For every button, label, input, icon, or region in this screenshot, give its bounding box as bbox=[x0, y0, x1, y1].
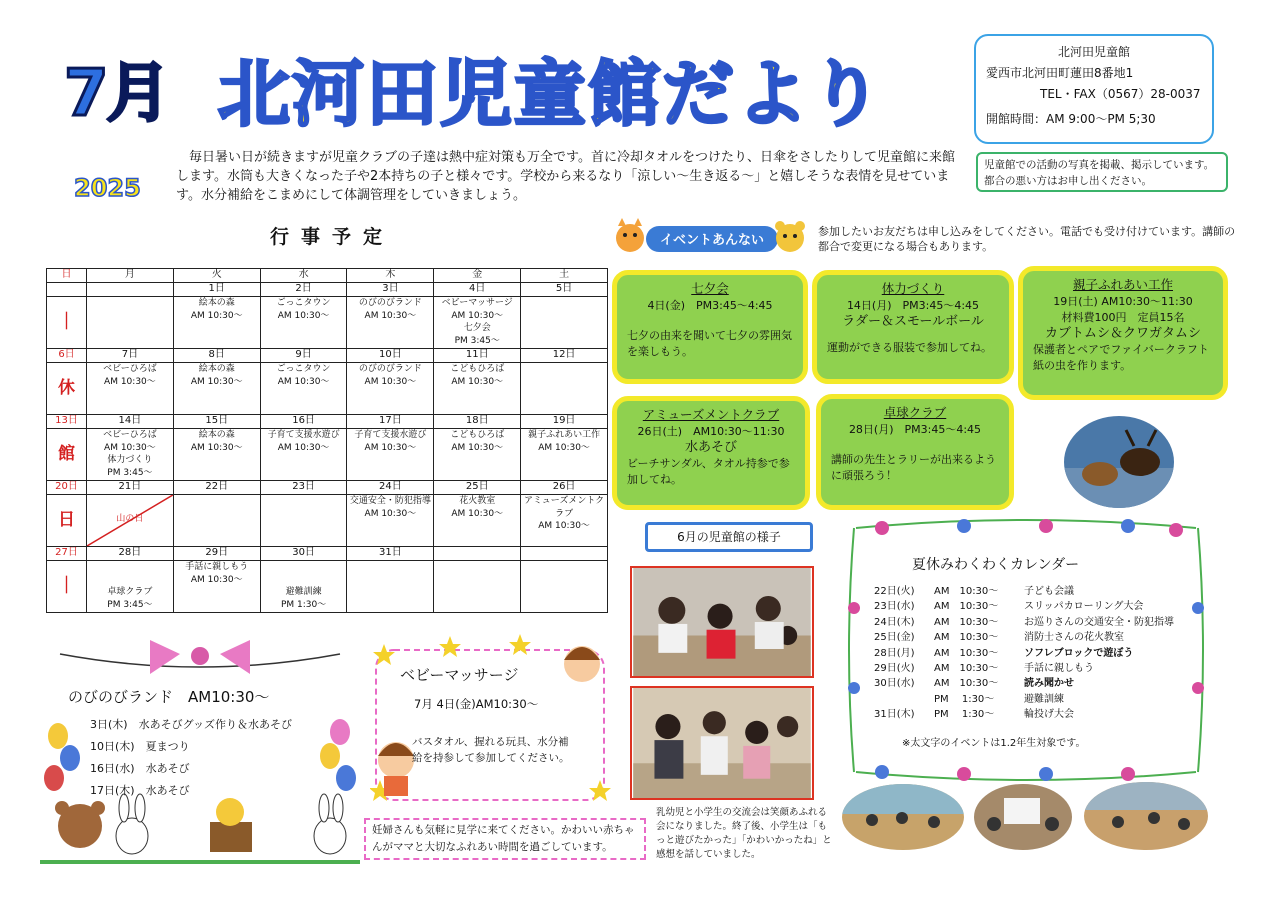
facility-address: 愛西市北河田町蓮田8番地1 bbox=[986, 66, 1134, 80]
facility-info-box bbox=[974, 34, 1214, 144]
summer-event-time: AM 10:30～ bbox=[934, 663, 999, 675]
event-card-amusement bbox=[612, 396, 810, 510]
event-card-body: ビーチサンダル、タオル持参で参加してね。 bbox=[627, 457, 790, 486]
calendar-date: 24日 bbox=[347, 481, 434, 495]
calendar-date: 27日 bbox=[47, 547, 87, 561]
summer-calendar-title: 夏休みわくわくカレンダー bbox=[912, 557, 1080, 573]
summer-event-name: 避難訓練 bbox=[1024, 693, 1064, 705]
event-card-tanabata bbox=[612, 270, 808, 384]
baby-massage-text: バスタオル、握れる玩具、水分補給を持参して参加してください。 bbox=[412, 736, 570, 764]
summer-event-date bbox=[874, 692, 934, 707]
calendar-date: 13日 bbox=[47, 415, 87, 429]
summer-event-row bbox=[874, 584, 1174, 599]
june-photo-1 bbox=[630, 566, 814, 678]
summer-event-time: AM 10:30～ bbox=[934, 632, 999, 644]
summer-event-name: お巡りさんの交通安全・防犯指導 bbox=[1024, 616, 1174, 628]
month-heading: 7月 bbox=[64, 57, 169, 131]
calendar-date: 14日 bbox=[87, 415, 174, 429]
newsletter-title: 北河田児童館だより bbox=[218, 52, 885, 136]
event-card-sub2: カブトムシ＆クワガタムシ bbox=[1044, 326, 1201, 341]
calendar-cell bbox=[521, 363, 608, 415]
calendar-cell: 子育て支援水遊び AM 10:30～ bbox=[347, 429, 434, 481]
calendar-cell: ベビーマッサージ AM 10:30～ 七夕会 PM 3:45～ bbox=[434, 297, 521, 349]
facility-tel: TEL・FAX（0567）28-0037 bbox=[1040, 87, 1201, 101]
calendar-date: 10日 bbox=[347, 349, 434, 363]
calendar-cell bbox=[87, 495, 174, 547]
beetle-icon bbox=[1082, 462, 1118, 486]
calendar-date: 21日 bbox=[87, 481, 174, 495]
calendar-date: 9日 bbox=[260, 349, 347, 363]
event-banner bbox=[610, 216, 810, 260]
event-card-title: 親子ふれあい工作 bbox=[1072, 277, 1173, 292]
summer-event-time: AM 10:30～ bbox=[934, 647, 999, 659]
calendar-date: 16日 bbox=[260, 415, 347, 429]
calendar-date: 3日 bbox=[347, 283, 434, 297]
ribbon-icon bbox=[150, 640, 250, 674]
nobi-item: 10日(木) 夏まつり bbox=[90, 740, 190, 753]
calendar-cell: ごっこタウン AM 10:30～ bbox=[260, 363, 347, 415]
calendar-cell: 避難訓練 PM 1:30～ bbox=[260, 561, 347, 613]
calendar-date: 26日 bbox=[521, 481, 608, 495]
header-fri: 金 bbox=[434, 269, 521, 283]
summer-photo-1 bbox=[842, 784, 964, 850]
summer-event-name: 輪投げ大会 bbox=[1024, 709, 1074, 721]
calendar-date: 20日 bbox=[47, 481, 87, 495]
calendar-date-row bbox=[47, 283, 608, 297]
nobi-item: 3日(木) 水あそびグッズ作り＆水あそび bbox=[90, 718, 293, 731]
event-card-sub: 材料費100円 定員15名 bbox=[1061, 311, 1185, 324]
june-photo-2 bbox=[630, 686, 814, 800]
summer-event-date: 28日(月) bbox=[874, 647, 915, 659]
event-card-sub: 水あそび bbox=[684, 440, 737, 455]
calendar-date: 17日 bbox=[347, 415, 434, 429]
calendar-date bbox=[521, 547, 608, 561]
calendar-cell: 絵本の森 AM 10:30～ bbox=[173, 363, 260, 415]
child-icon bbox=[564, 646, 600, 682]
summer-event-name: 読み聞かせ bbox=[1024, 678, 1074, 690]
event-card-body: 七夕の由来を聞いて七夕の雰囲気を楽しもう。 bbox=[627, 329, 792, 358]
event-card-body: 保護者とペアでファイバークラフト紙の虫を作ります。 bbox=[1033, 343, 1209, 372]
photo-note-box: 児童館での活動の写真を掲載、掲示しています。都合の悪い方はお申し出ください。 bbox=[976, 152, 1228, 192]
calendar-cell bbox=[173, 495, 260, 547]
calendar-date: 1日 bbox=[173, 283, 260, 297]
calendar-cell: 手話に親しもう AM 10:30～ bbox=[173, 561, 260, 613]
closed-day-marker: ｜ bbox=[47, 297, 87, 349]
facility-name: 北河田児童館 bbox=[1057, 45, 1130, 59]
calendar-cell: こどもひろば AM 10:30～ bbox=[434, 429, 521, 481]
calendar-cell bbox=[347, 561, 434, 613]
nobi-land-title: のびのびランド AM10:30～ bbox=[68, 688, 270, 706]
calendar-date: 15日 bbox=[173, 415, 260, 429]
calendar-cell: 卓球クラブ PM 3:45～ bbox=[87, 561, 174, 613]
event-card-body: 運動ができる服装で参加してね。 bbox=[827, 341, 992, 354]
calendar-event-row bbox=[47, 363, 608, 415]
calendar-date: 30日 bbox=[260, 547, 347, 561]
calendar-cell: 花火教室 AM 10:30～ bbox=[434, 495, 521, 547]
event-card-date: 26日(土) AM10:30～11:30 bbox=[637, 425, 785, 438]
calendar-cell: ごっこタウン AM 10:30～ bbox=[260, 297, 347, 349]
calendar-date bbox=[47, 283, 87, 297]
header-sun: 日 bbox=[47, 269, 87, 283]
calendar-date: 23日 bbox=[260, 481, 347, 495]
calendar-cell: 絵本の森 AM 10:30～ bbox=[173, 297, 260, 349]
summer-calendar-list bbox=[874, 584, 1174, 723]
summer-event-time: AM 10:30～ bbox=[934, 616, 999, 628]
holiday-label: 山の日 bbox=[116, 514, 144, 524]
rabbit-trumpet-icon bbox=[314, 794, 346, 854]
event-card-title: 七夕会 bbox=[691, 281, 729, 296]
summer-event-row bbox=[874, 676, 1174, 691]
calendar-date: 4日 bbox=[434, 283, 521, 297]
summer-event-name: ソフレブロックで遊ぼう bbox=[1024, 647, 1134, 659]
summer-event-row bbox=[874, 646, 1174, 661]
schedule-title: 行事予定 bbox=[270, 226, 395, 248]
event-card-takkyu bbox=[816, 394, 1014, 510]
event-card-title: アミューズメントクラブ bbox=[642, 407, 780, 422]
calendar-date: 12日 bbox=[521, 349, 608, 363]
summer-event-time: PM 1:30～ bbox=[934, 709, 995, 721]
event-card-title: 体力づくり bbox=[881, 281, 945, 296]
summer-event-date: 25日(金) bbox=[874, 632, 915, 644]
summer-event-row bbox=[874, 599, 1174, 614]
event-card-date: 14日(月) PM3:45～4:45 bbox=[846, 299, 980, 312]
calendar-cell: のびのびランド AM 10:30～ bbox=[347, 297, 434, 349]
calendar-date-row bbox=[47, 481, 608, 495]
calendar-cell: 親子ふれあい工作 AM 10:30～ bbox=[521, 429, 608, 481]
calendar-event-row bbox=[47, 297, 608, 349]
calendar-date-row bbox=[47, 415, 608, 429]
girl-icon bbox=[378, 742, 414, 796]
closed-day-marker: 日 bbox=[47, 495, 87, 547]
summer-event-date: 31日(木) bbox=[874, 709, 915, 721]
event-card-sub: ラダー＆スモールボール bbox=[842, 314, 984, 329]
event-card-date: 19日(土) AM10:30～11:30 bbox=[1053, 295, 1193, 308]
calendar-event-row bbox=[47, 561, 608, 613]
bear-icon bbox=[55, 801, 105, 848]
summer-event-name: 手話に親しもう bbox=[1024, 663, 1094, 675]
calendar-body bbox=[47, 283, 608, 613]
event-card-date: 28日(月) PM3:45～4:45 bbox=[848, 423, 982, 436]
header-tue: 火 bbox=[173, 269, 260, 283]
closed-day-marker: ｜ bbox=[47, 561, 87, 613]
facility-hours: 開館時間：AM 9:00～PM 5;30 bbox=[986, 112, 1156, 126]
event-card-body: 講師の先生とラリーが出来るように頑張ろう！ bbox=[831, 453, 996, 482]
summer-photo-2 bbox=[974, 784, 1072, 850]
calendar-date bbox=[87, 283, 174, 297]
calendar-date: 25日 bbox=[434, 481, 521, 495]
calendar-date: 28日 bbox=[87, 547, 174, 561]
event-card-title: 卓球クラブ bbox=[883, 405, 947, 420]
summer-event-row bbox=[874, 692, 1174, 707]
calendar-cell: のびのびランド AM 10:30～ bbox=[347, 363, 434, 415]
calendar-event-row bbox=[47, 495, 608, 547]
beetle-photo bbox=[1064, 416, 1174, 508]
calendar-date: 11日 bbox=[434, 349, 521, 363]
calendar-cell: 子育て支援水遊び AM 10:30～ bbox=[260, 429, 347, 481]
summer-photo-3 bbox=[1084, 782, 1208, 850]
header-wed: 水 bbox=[260, 269, 347, 283]
summer-event-row bbox=[874, 661, 1174, 676]
summer-event-row bbox=[874, 615, 1174, 630]
summer-event-name: 子ども会議 bbox=[1024, 586, 1074, 597]
calendar-cell: ベビーひろば AM 10:30～ bbox=[87, 363, 174, 415]
summer-event-row bbox=[874, 630, 1174, 645]
event-banner-text: イベントあんない bbox=[659, 233, 765, 248]
stag-beetle-icon bbox=[1120, 448, 1160, 476]
summer-event-date: 23日(水) bbox=[874, 601, 915, 613]
summer-event-row bbox=[874, 707, 1174, 722]
calendar-date: 6日 bbox=[47, 349, 87, 363]
baby-massage-title: ベビーマッサージ bbox=[400, 666, 519, 684]
rabbit-icon bbox=[116, 794, 148, 854]
baby-massage-note: 妊婦さんも気軽に見学に来てください。かわいい赤ちゃんがママと大切なふれあい時間を過ごしています。 bbox=[364, 818, 646, 860]
calendar-cell: ベビーひろば AM 10:30～ 体力づくり PM 3:45～ bbox=[87, 429, 174, 481]
june-photos-label: 6月の児童館の様子 bbox=[645, 522, 813, 552]
event-card-date: 4日(金) PM3:45～4:45 bbox=[647, 299, 773, 312]
summer-event-time: PM 1:30～ bbox=[934, 693, 995, 705]
baby-massage-date: 7月 4日(金)AM10:30～ bbox=[414, 697, 539, 711]
summer-event-name: 消防士さんの花火教室 bbox=[1024, 632, 1124, 644]
summer-event-date: 22日(火) bbox=[874, 586, 915, 597]
calendar-cell bbox=[87, 297, 174, 349]
nobi-land-list bbox=[90, 714, 292, 802]
calendar-cell: 交通安全・防犯指導 AM 10:30～ bbox=[347, 495, 434, 547]
calendar-cell bbox=[521, 561, 608, 613]
calendar-cell: 絵本の森 AM 10:30～ bbox=[173, 429, 260, 481]
calendar-date: 18日 bbox=[434, 415, 521, 429]
calendar-date-row bbox=[47, 547, 608, 561]
cat-icon bbox=[616, 224, 644, 252]
summer-event-name: スリッパカローリング大会 bbox=[1024, 601, 1144, 613]
event-card-oyako bbox=[1018, 266, 1228, 400]
summer-note: ※太文字のイベントは1.2年生対象です。 bbox=[902, 738, 1086, 749]
baby-massage-frame bbox=[370, 630, 612, 810]
intro-paragraph: 毎日暑い日が続きますが児童クラブの子達は熱中症対策も万全です。首に冷却タオルをつけたり、日傘をさしたりして児童館に来館します。水筒も大きくなった子や2本持ちの子と様々です。学校から来るなり「涼しい～生き返る～」と嬉しそうな表情を見せています。水分補給をこまめにして体調管理をしていきましょう。 bbox=[176, 150, 955, 203]
header-mon: 月 bbox=[87, 269, 174, 283]
header-sat: 土 bbox=[521, 269, 608, 283]
calendar-date: 22日 bbox=[173, 481, 260, 495]
calendar-date: 7日 bbox=[87, 349, 174, 363]
header-thu: 木 bbox=[347, 269, 434, 283]
summer-event-date: 30日(水) bbox=[874, 678, 915, 690]
calendar-cell bbox=[521, 297, 608, 349]
summer-event-date: 29日(火) bbox=[874, 663, 915, 675]
calendar-date: 29日 bbox=[173, 547, 260, 561]
calendar-header-row bbox=[47, 269, 608, 283]
schedule-calendar bbox=[46, 268, 608, 613]
closed-day-marker: 休 bbox=[47, 363, 87, 415]
nobi-item: 16日(水) 水あそび bbox=[90, 762, 190, 775]
june-caption: 乳幼児と小学生の交流会は笑顔あふれる会になりました。終了後、小学生は「もっと遊びたかった」「かわいかったね」と感想を話していました。 bbox=[656, 807, 832, 860]
calendar-date: 19日 bbox=[521, 415, 608, 429]
summer-event-date: 24日(木) bbox=[874, 616, 915, 628]
summer-event-time: AM 10:30～ bbox=[934, 601, 999, 613]
drum-icon bbox=[210, 798, 252, 852]
calendar-date: 8日 bbox=[173, 349, 260, 363]
summer-event-time: AM 10:30～ bbox=[934, 586, 999, 597]
event-note: 参加したいお友だちは申し込みをしてください。電話でも受け付けています。講師の都合で変更になる場合もあります。 bbox=[818, 225, 1236, 253]
calendar-event-row bbox=[47, 429, 608, 481]
year-label: 2025 bbox=[74, 174, 141, 202]
calendar-cell bbox=[260, 495, 347, 547]
calendar-date: 31日 bbox=[347, 547, 434, 561]
nobi-item: 17日(木) 水あそび bbox=[90, 784, 190, 797]
calendar-cell: こどもひろば AM 10:30～ bbox=[434, 363, 521, 415]
closed-day-marker: 館 bbox=[47, 429, 87, 481]
calendar-date: 2日 bbox=[260, 283, 347, 297]
calendar-date bbox=[434, 547, 521, 561]
summer-event-time: AM 10:30～ bbox=[934, 678, 999, 690]
calendar-cell bbox=[434, 561, 521, 613]
calendar-date: 5日 bbox=[521, 283, 608, 297]
calendar-date-row bbox=[47, 349, 608, 363]
calendar-cell: アミューズメントクラブ AM 10:30～ bbox=[521, 495, 608, 547]
event-card-tairyoku bbox=[812, 270, 1014, 384]
